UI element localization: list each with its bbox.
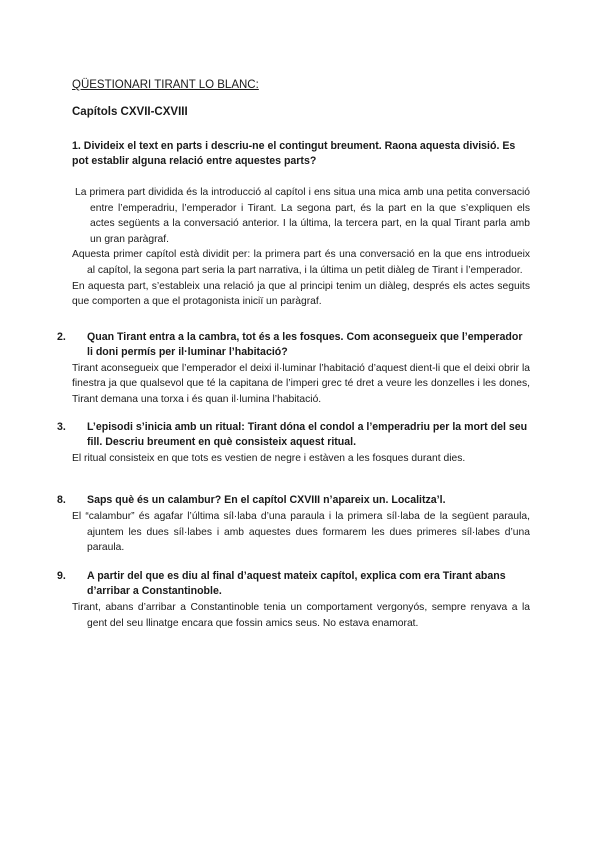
question-block-3 (57, 420, 530, 467)
question-8 (57, 493, 530, 508)
document-subtitle: Capítols CXVII-CXVIII (72, 106, 188, 118)
answer-paragraph: Aquesta primer capítol està dividit per: la primera part és una conversació en la que ens introdueix al capítol, la segona part seria la part narrativa, i la última un petit diàleg de Tirant i l’emperador. (72, 249, 530, 276)
question-number: 8. (57, 494, 66, 507)
question-number: 1. (72, 140, 81, 152)
question-number: 2. (57, 330, 66, 343)
answer-paragraph: En aquesta part, s’estableix una relació ja que al principi tenim un diàleg, després els actes seguits que comporten a que el protagonista iniciï un paràgraf. (72, 280, 530, 308)
answer-paragraph: El ritual consisteix en que tots es vestien de negre i estàven a les fosques durant dies. (72, 452, 466, 464)
question-number: 9. (57, 569, 66, 582)
question-text: Divideix el text en parts i descriu-ne el contingut breument. Raona aquesta divisió. Es pot establir alguna relació entre aquestes parts? (72, 140, 516, 167)
question-9 (57, 569, 530, 599)
question-block-8 (57, 493, 530, 556)
question-text: Quan Tirant entra a la cambra, tot és a les fosques. Com aconsegueix que l’emperador li doni permís per il·luminar l’habitació? (87, 330, 523, 358)
question-block-1 (72, 139, 530, 310)
answer-paragraph: Tirant aconsegueix que l’emperador el deixi il·luminar l’habitació d’aquest dient-li que el deixi obrir la finestra ja que qualsevol que té la capitana de l’imperi grec té dret a veure les donzelles i les dones, Tirant demana una torxa i és quan il·lumina l’habitació. (72, 362, 530, 405)
question-block-2 (57, 330, 530, 408)
answer-paragraph: El “calambur” és agafar l’última síl·laba d’una paraula i la primera síl·laba de la següent paraula, ajuntem les dues síl·labes i amb aquestes dues formarem les dues primeres síl·labes d’una paraula. (72, 511, 530, 554)
question-text: L’episodi s’inicia amb un ritual: Tirant dóna el condol a l’emperadriu per la mort del seu fill. Descriu breument en què consisteix aquest ritual. (87, 420, 528, 448)
question-text: Saps què és un calambur? En el capítol CXVIII n’apareix un. Localitza’l. (87, 494, 446, 507)
question-text: A partir del que es diu al final d’aquest mateix capítol, explica com era Tirant abans d’arribar a Constantinoble. (87, 569, 506, 597)
question-number: 3. (57, 420, 66, 433)
document-title: QÜESTIONARI TIRANT LO BLANC: (72, 79, 259, 91)
question-2 (57, 330, 530, 360)
question-block-9 (57, 569, 530, 631)
answer-paragraph: Tirant, abans d’arribar a Constantinoble tenia un comportament vergonyós, sempre renyava a la gent del seu llinatge encara que fossin amics seus. No estava enamorat. (72, 601, 530, 629)
question-3 (57, 420, 530, 450)
answer-paragraph: La primera part dividida és la introducció al capítol i ens situa una mica amb una petita conversació entre l’emperadriu, l’emperador i Tirant. La segona part, és la part en la que s’expliquen els actes següents a la conversació anterior. I la última, la tercera part, en la qual Tirant parla amb un gran paràgraf. (75, 187, 530, 245)
document-page (57, 78, 530, 631)
question-1 (72, 139, 530, 169)
